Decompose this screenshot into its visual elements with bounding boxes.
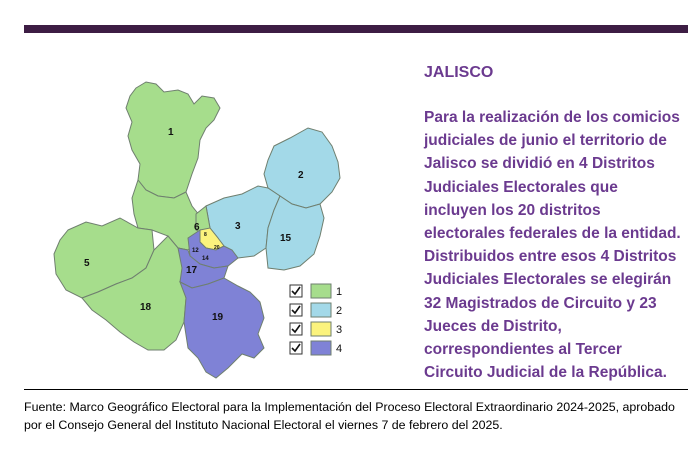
district-label-5: 5 xyxy=(84,258,90,269)
footer-divider xyxy=(24,389,688,390)
legend-item-2 xyxy=(290,303,342,317)
district-label-8: 8 xyxy=(204,232,207,238)
district-label-15: 15 xyxy=(280,233,292,244)
legend-label-3: 3 xyxy=(336,324,343,336)
legend-swatch-1 xyxy=(311,284,331,298)
region-15 xyxy=(266,196,324,270)
legend-item-3 xyxy=(290,322,342,336)
source-note: Fuente: Marco Geográfico Electoral para la Implementación del Proceso Electoral Extraordinario 2024-2025, aprobado por el Consejo General del Instituto Nacional Electoral el viernes 7 de febrero del 2025. xyxy=(24,400,675,432)
district-label-3: 3 xyxy=(235,221,241,232)
legend-label-2: 2 xyxy=(336,305,343,317)
district-label-6: 6 xyxy=(194,222,200,233)
legend-label-4: 4 xyxy=(336,343,343,355)
district-label-19: 19 xyxy=(212,312,224,323)
legend-checkbox-3[interactable] xyxy=(290,323,302,335)
legend-item-1 xyxy=(290,284,342,298)
state-title: JALISCO xyxy=(424,64,494,81)
legend-checkbox-4[interactable] xyxy=(290,342,302,354)
region-1 xyxy=(126,82,220,198)
legend-swatch-2 xyxy=(311,303,331,317)
legend-checkbox-1[interactable] xyxy=(290,285,302,297)
district-label-1: 1 xyxy=(168,127,174,138)
legend-label-1: 1 xyxy=(336,286,343,298)
district-label-17: 17 xyxy=(186,265,198,276)
district-label-18: 18 xyxy=(140,302,152,313)
legend-swatch-4 xyxy=(311,341,331,355)
district-label-20: 20 xyxy=(214,245,220,251)
legend-swatch-3 xyxy=(311,322,331,336)
map-legend xyxy=(290,284,342,355)
legend-checkbox-2[interactable] xyxy=(290,304,302,316)
jalisco-district-map xyxy=(28,78,418,388)
district-label-14: 14 xyxy=(202,256,209,262)
district-label-2: 2 xyxy=(298,170,304,181)
description-paragraph: Para la realización de los comicios judiciales de junio el territorio de Jalisco se dividió en 4 Distritos Judiciales Electorales que incluyen los 20 distritos electorales federales de la entidad. Distribuidos entre esos 4 Distritos Judiciales Electorales se elegirán 32 Magistrados de Circuito y 23 Jueces de Distrito, correspondientes al Tercer Circuito Judicial de la República. xyxy=(424,109,681,382)
legend-item-4 xyxy=(290,341,342,355)
region-19 xyxy=(180,278,264,378)
district-label-12: 12 xyxy=(192,248,199,254)
top-banner-bar xyxy=(24,25,688,33)
